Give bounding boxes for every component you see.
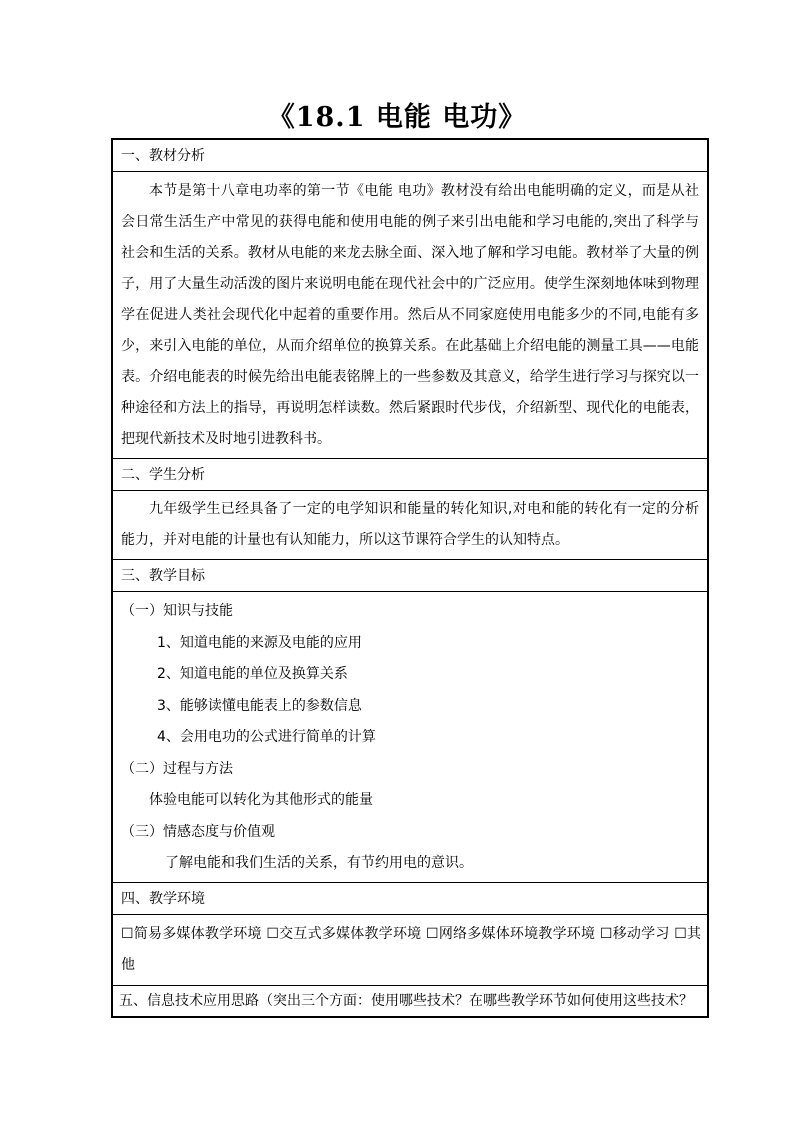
goals-attitude-text: 了解电能和我们生活的关系，有节约用电的意识。	[165, 855, 473, 871]
goal-item: 1、知道电能的来源及电能的应用	[157, 634, 362, 651]
section-heading-students: 二、学生分析	[113, 459, 707, 491]
goal-item: 4、会用电功的公式进行简单的计算	[157, 729, 376, 745]
lesson-plan-table	[111, 138, 709, 1018]
student-analysis-text: 九年级学生已经具备了一定的电学知识和能量的转化知识,对电和能的转化有一定的分析能力，并对电能的计量也有认知能力，所以这节课符合学生的认知特点。	[113, 491, 707, 560]
teaching-goals-block	[113, 592, 707, 883]
environment-options: ☐简易多媒体教学环境 ☐交互式多媒体教学环境 ☐网络多媒体环境教学环境 ☐移动学习 ☐其他	[113, 915, 707, 986]
goals-knowledge-heading: （一）知识与技能	[121, 603, 233, 619]
goals-process-heading: （二）过程与方法	[121, 760, 233, 777]
section-heading-info-tech: 五、信息技术应用思路（突出三个方面：使用哪些技术？在哪些教学环节如何使用这些技术？	[119, 992, 693, 1009]
goals-attitude-heading: （三）情感态度与价值观	[121, 823, 275, 840]
goal-item: 3、能够读懂电能表上的参数信息	[157, 697, 362, 714]
textbook-analysis-text: 本节是第十八章电功率的第一节《电能 电功》教材没有给出电能明确的定义，而是从社会日常生活生产中常见的获得电能和使用电能的例子来引出电能和学习电能的,突出了科学与社会和生活的关系。教材从电能的来龙去脉全面、深入地了解和学习电能。教材举了大量的例子，用了大量生动活泼的图片来说明电能在现代社会中的广泛应用。使学生深刻地体味到物理学在促进人类社会现代化中起着的重要作用。然后从不同家庭使用电能多少的不同,电能有多少，来引入电能的单位，从而介绍单位的换算关系。在此基础上介绍电能的测量工具——电能表。介绍电能表的时候先给出电能表铭牌上的一些参数及其意义，给学生进行学习与探究以一种途径和方法上的指导，再说明怎样读数。然后紧跟时代步伐，介绍新型、现代化的电能表，把现代新技术及时地引进教科书。	[113, 172, 707, 459]
section-heading-textbook: 一、教材分析	[113, 140, 707, 172]
section-heading-goals: 三、教学目标	[113, 560, 707, 592]
goals-process-text: 体验电能可以转化为其他形式的能量	[149, 792, 373, 808]
document-title: 《18.1 电能 电功》	[267, 102, 527, 133]
section-heading-environment: 四、教学环境	[113, 883, 707, 915]
goal-item: 2、知道电能的单位及换算关系	[157, 666, 348, 682]
